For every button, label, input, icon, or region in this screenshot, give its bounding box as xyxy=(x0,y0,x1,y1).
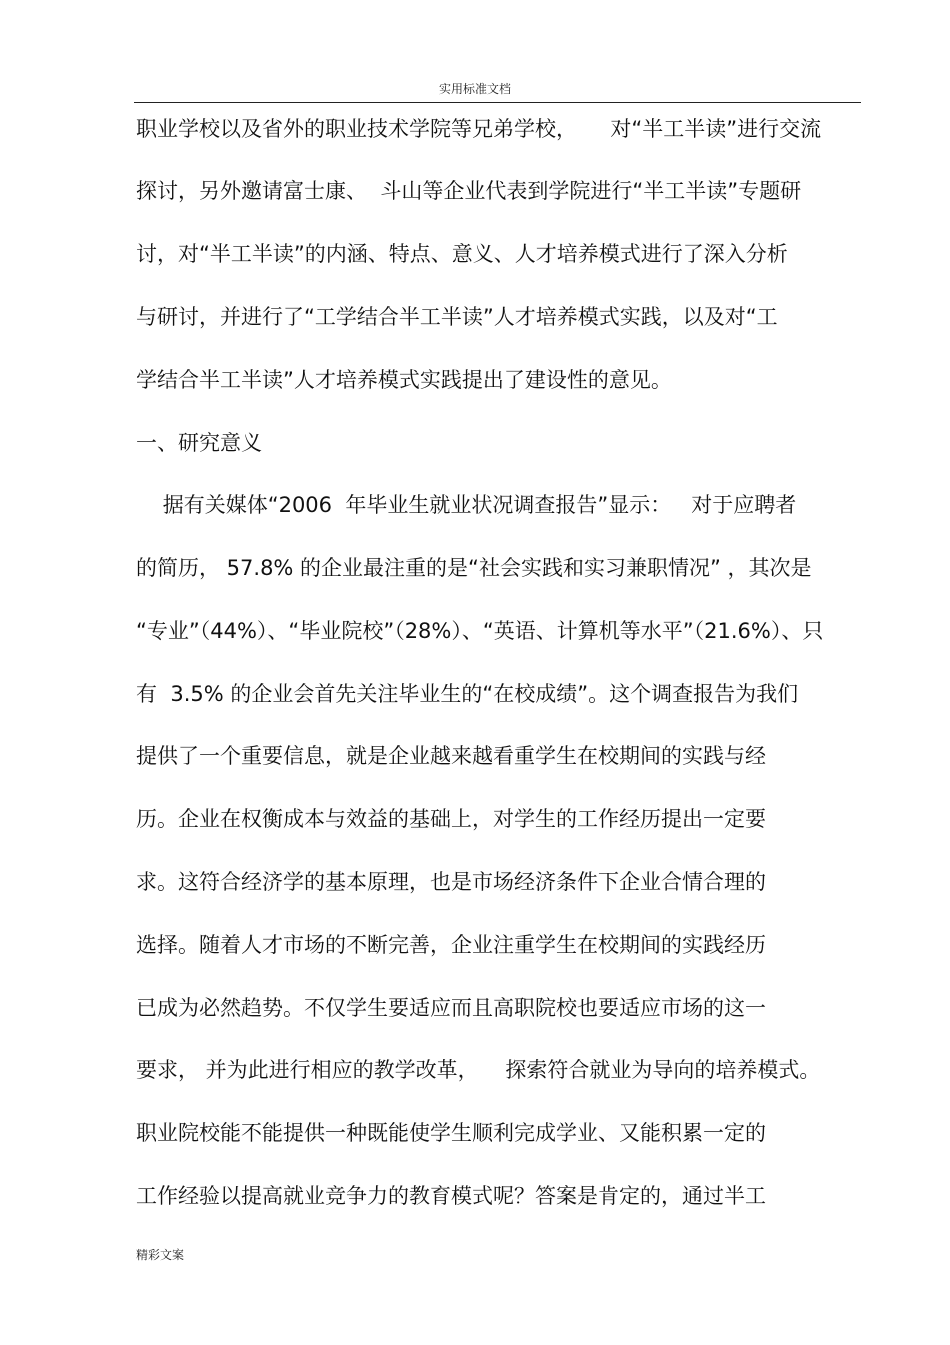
text-line: 职业院校能不能提供一种既能使学生顺利完成学业、又能积累一定的 xyxy=(136,1121,766,1145)
text-line: 据有关媒体“2006 年毕业生就业状况调查报告”显示： 对于应聘者 xyxy=(136,493,797,517)
text-line: 职业学校以及省外的职业技术学院等兄弟学校， 对“半工半读”进行交流 xyxy=(136,117,822,141)
text-line: 选择。随着人才市场的不断完善，企业注重学生在校期间的实践经历 xyxy=(136,933,766,957)
text-line: 工作经验以提高就业竞争力的教育模式呢？答案是肯定的，通过半工 xyxy=(136,1184,766,1208)
text-line: 要求， 并为此进行相应的教学改革， 探索符合就业为导向的培养模式。 xyxy=(136,1058,821,1082)
text-line: 学结合半工半读”人才培养模式实践提出了建设性的意见。 xyxy=(136,368,672,392)
text-line: 已成为必然趋势。不仅学生要适应而且高职院校也要适应市场的这一 xyxy=(136,996,766,1020)
header-rule xyxy=(134,102,861,103)
section-heading: 一、研究意义 xyxy=(136,431,262,455)
page-footer: 精彩文案 xyxy=(136,1248,185,1262)
text-line: 讨，对“半工半读”的内涵、特点、意义、人才培养模式进行了深入分析 xyxy=(136,242,788,266)
text-line: 探讨，另外邀请富士康、 斗山等企业代表到学院进行“半工半读”专题研 xyxy=(136,179,802,203)
text-line: 提供了一个重要信息，就是企业越来越看重学生在校期间的实践与经 xyxy=(136,744,766,768)
text-line: 历。企业在权衡成本与效益的基础上，对学生的工作经历提出一定要 xyxy=(136,807,766,831)
text-line: 有 3.5% 的企业会首先关注毕业生的“在校成绩”。这个调查报告为我们 xyxy=(136,682,799,706)
text-line: 与研讨，并进行了“工学结合半工半读”人才培养模式实践，以及对“工 xyxy=(136,305,778,329)
text-line: 的简历， 57.8% 的企业最注重的是“社会实践和实习兼职情况” ，其次是 xyxy=(136,556,812,580)
text-line: 求。这符合经济学的基本原理，也是市场经济条件下企业合情合理的 xyxy=(136,870,766,894)
text-line: “专业”（44%）、“毕业院校”（28%）、“英语、计算机等水平”（21.6%）、只 xyxy=(136,619,824,643)
page-header: 实用标准文档 xyxy=(438,82,511,96)
